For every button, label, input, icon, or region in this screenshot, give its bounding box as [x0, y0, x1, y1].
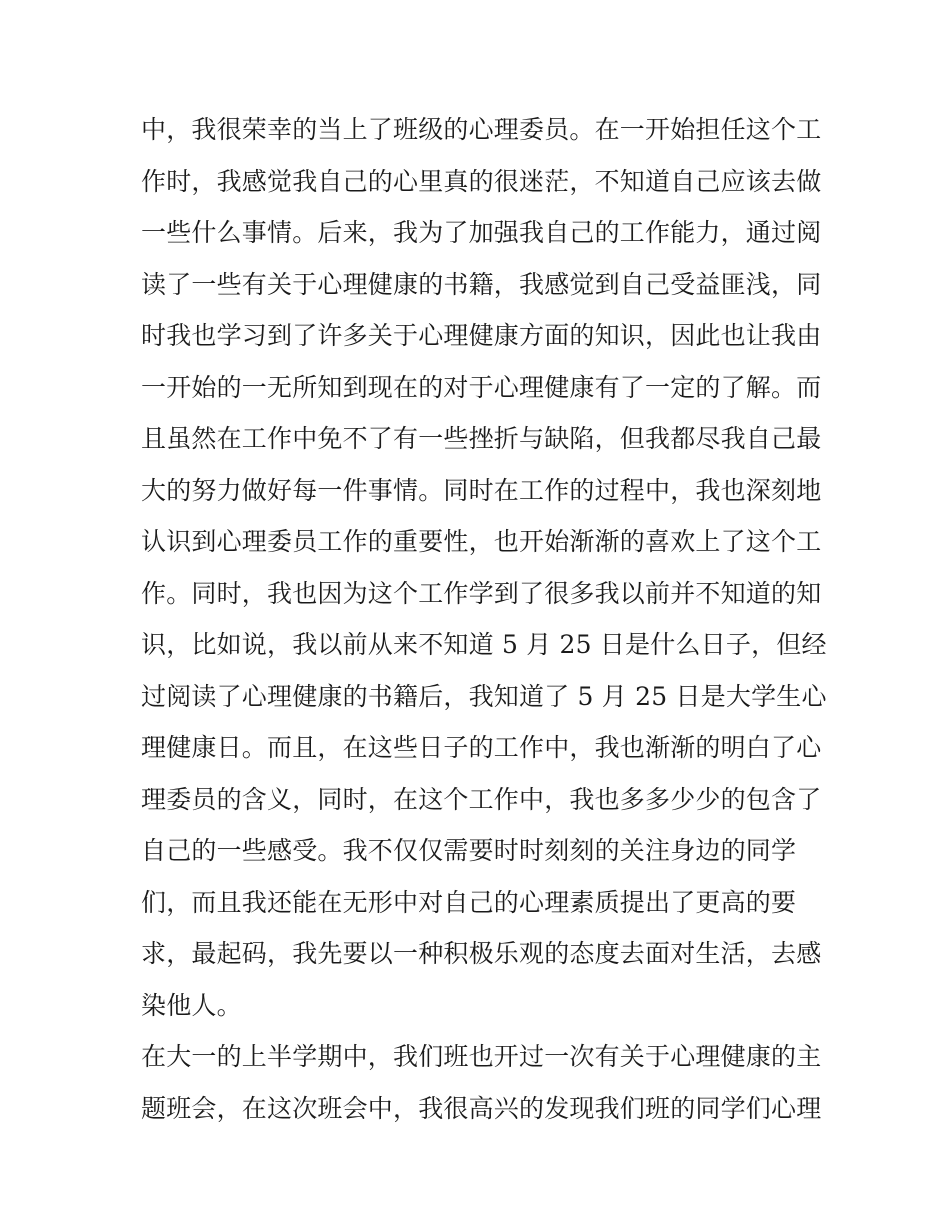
text-line: 自己的一些感受。我不仅仅需要时时刻刻的关注身边的同学: [141, 836, 797, 865]
text-line: 大的努力做好每一件事情。同时在工作的过程中，我也深刻地: [141, 475, 822, 505]
text-line: 时我也学习到了许多关于心理健康方面的知识，因此也让我由: [141, 321, 822, 350]
text-line: 在大一的上半学期中，我们班也开过一次有关于心理健康的主: [141, 1042, 822, 1071]
text-line: 题班会，在这次班会中，我很高兴的发现我们班的同学们心理: [141, 1093, 822, 1123]
text-line: 作。同时，我也因为这个工作学到了很多我以前并不知道的知: [141, 578, 822, 608]
text-line: 过阅读了心理健康的书籍后，我知道了 5 月 25 日是大学生心: [141, 681, 827, 711]
text-line: 染他人。: [141, 990, 242, 1020]
text-line: 一些什么事情。后来，我为了加强我自己的工作能力，通过阅: [141, 218, 822, 247]
text-line: 识，比如说，我以前从来不知道 5 月 25 日是什么日子，但经: [141, 630, 827, 659]
text-line: 且虽然在工作中免不了有一些挫折与缺陷，但我都尽我自己最: [141, 424, 822, 453]
body-text: [141, 110, 827, 1140]
text-line: 读了一些有关于心理健康的书籍，我感觉到自己受益匪浅，同: [141, 269, 822, 299]
text-line: 作时，我感觉我自己的心里真的很迷茫，不知道自己应该去做: [141, 166, 822, 196]
text-line: 中，我很荣幸的当上了班级的心理委员。在一开始担任这个工: [141, 115, 822, 144]
text-line: 一开始的一无所知到现在的对于心理健康有了一定的了解。而: [141, 372, 822, 402]
text-line: 理健康日。而且，在这些日子的工作中，我也渐渐的明白了心: [141, 733, 822, 762]
text-line: 理委员的含义，同时，在这个工作中，我也多多少少的包含了: [141, 784, 822, 814]
text-line: 们，而且我还能在无形中对自己的心理素质提出了更高的要: [141, 887, 797, 917]
text-line: 求，最起码，我先要以一种积极乐观的态度去面对生活，去感: [141, 939, 822, 968]
text-line: 认识到心理委员工作的重要性，也开始渐渐的喜欢上了这个工: [141, 527, 822, 556]
